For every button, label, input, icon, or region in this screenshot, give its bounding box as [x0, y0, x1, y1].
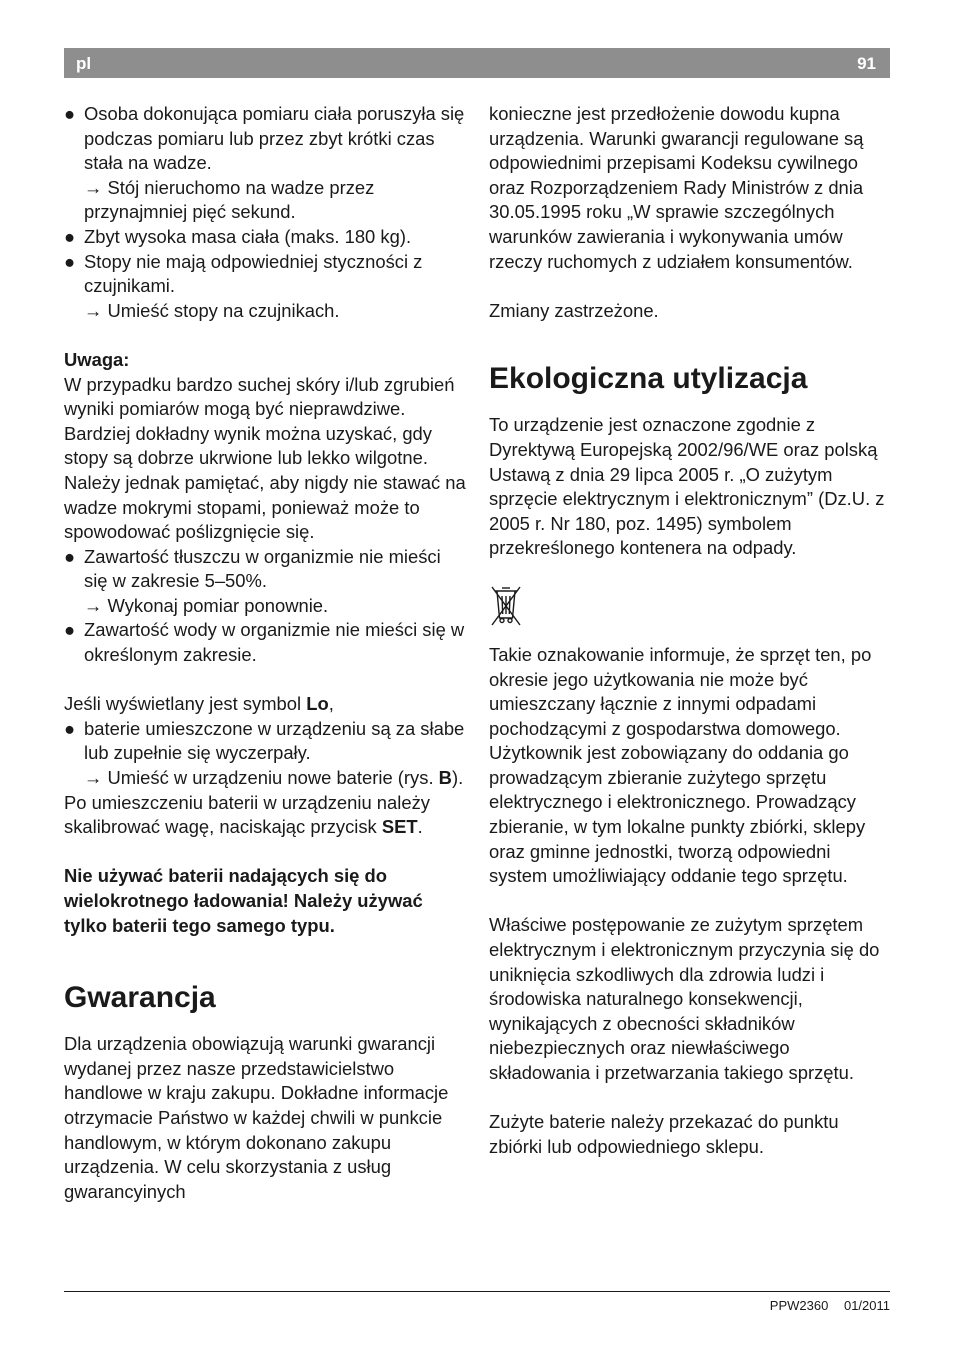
- eco-heading: Ekologiczna utylizacja: [489, 362, 808, 396]
- bullet-text: Stopy nie mają odpowiedniej styczności z czujnikami.: [84, 250, 423, 297]
- calibration-paragraph: Po umieszczeniu baterii w urządzeniu należy skalibrować wagę, naciskając przycisk SET.: [64, 791, 430, 838]
- bullet-text: Osoba dokonująca pomiaru ciała poruszyła się podczas pomiaru lub przez zbyt krótki czas stała na wadze.: [84, 103, 465, 174]
- bullet-text: baterie umieszczone w urządzeniu są za słabe lub zupełnie się wyczerpały.: [84, 717, 465, 764]
- page-number: 91: [857, 54, 876, 73]
- lo-symbol-paragraph: Jeśli wyświetlany jest symbol Lo,: [64, 693, 334, 715]
- bullet-text: Zbyt wysoka masa ciała (maks. 180 kg).: [84, 225, 412, 247]
- language-code: pl: [76, 54, 92, 73]
- eco-paragraph: Zużyte baterie należy przekazać do punktu zbiórki lub odpowiedniego sklepu.: [489, 1111, 839, 1157]
- list-item: [64, 545, 468, 594]
- bullet-text: Zawartość wody w organizmie nie mieści się w określonym zakresie.: [84, 619, 465, 666]
- bullet-icon: ●: [64, 619, 76, 641]
- right-column: [489, 102, 893, 1159]
- list-item: [64, 225, 468, 250]
- bullet-icon: ●: [64, 225, 76, 247]
- instruction-text: → Umieść w urządzeniu nowe baterie (rys. B).: [84, 767, 464, 789]
- edition-date: 01/2011: [843, 1298, 890, 1313]
- list-item: [64, 102, 468, 176]
- list-item: [64, 618, 468, 667]
- figure-ref: B: [438, 767, 452, 789]
- set-button-ref: SET: [381, 816, 418, 838]
- instruction-text: → Wykonaj pomiar ponownie.: [84, 594, 329, 616]
- eco-paragraph: Takie oznakowanie informuje, że sprzęt ten, po okresie jego użytkowania nie może być umieszczany łącznie z innymi odpadami pochodzącymi z gospodarstwa domowego. Użytkownik jest zobowiązany do oddania go prowadzącym zbieranie zużytego sprzętu elektrycznego i elektronicznego. Prowadzący zbieranie, w tym lokalne punkty zbiórki, sklepy oraz gminne jednostki, tworzą odpowiedni system umożliwiający oddanie tego sprzętu.: [489, 643, 872, 887]
- note-text: W przypadku bardzo suchej skóry i/lub zgrubień wyniki pomiarów mogą być nieprawdziwe. Bardziej dokładny wynik można uzyskać, gdy stopy są dobrze ukrwione lub lekko wilgotne. Należy jednak pamiętać, aby nigdy nie stawać na wadze mokrymi stopami, ponieważ może to spowodować poślizgnięcie się.: [64, 373, 466, 543]
- bullet-icon: ●: [64, 545, 76, 567]
- eco-paragraph: Właściwe postępowanie ze zużytym sprzętem elektrycznym i elektronicznym przyczynia się do uniknięcia szkodliwych dla zdrowia ludzi i środowiska naturalnego konsekwencji, wynikających z obecności składników niebezpiecznych oraz niewłaściwego składowania i przetwarzania takiego sprzętu.: [489, 914, 880, 1083]
- list-item: [64, 250, 468, 299]
- list-item: [64, 717, 468, 766]
- instruction-text: → Umieść stopy na czujnikach.: [84, 299, 340, 321]
- page-footer: [770, 1298, 890, 1313]
- left-column: [64, 102, 468, 1204]
- bullet-icon: ●: [64, 250, 76, 272]
- bullet-text: Zawartość tłuszczu w organizmie nie mieści się w zakresie 5–50%.: [84, 545, 441, 592]
- model-number: PPW2360: [769, 1298, 829, 1313]
- warranty-continuation: konieczne jest przedłożenie dowodu kupna urządzenia. Warunki gwarancji regulowane są odpowiednimi przepisami Kodeksu cywilnego oraz Rozporządzeniem Rady Ministrów z dnia 30.05.1995 roku „W sprawie szczególnych warunków zawierania i wykonywania umów rzeczy ruchomych z udziałem konsumentów.: [489, 103, 864, 272]
- bullet-icon: ●: [64, 103, 76, 124]
- footer-divider: [64, 1291, 890, 1292]
- eco-paragraph: To urządzenie jest oznaczone zgodnie z Dyrektywą Europejską 2002/96/WE oraz polską Ustawą z dnia 29 lipca 2005 r. „O zużytym sprzęcie elektrycznym i elektronicznym” (Dz.U. z 2005 r. Nr 180, poz. 1495) symbolem przekreślonego kontenera na odpady.: [489, 414, 885, 559]
- warranty-text: Dla urządzenia obowiązują warunki gwarancji wydanej przez nasze przedstawicielstwo handlowe w kraju zakupu. Dokładne informacje otrzymacie Państwo w każdej chwili w punkcie handlowym, w którym dokonano zakupu urządzenia. W celu skorzystania z usług gwarancyinych: [64, 1033, 449, 1202]
- page-header: [64, 48, 890, 78]
- battery-warning: Nie używać baterii nadających się do wielokrotnego ładowania! Należy używać tylko baterii tego samego typu.: [64, 865, 423, 936]
- warranty-heading: Gwarancja: [64, 981, 216, 1015]
- instruction-text: → Stój nieruchomo na wadze przez przynajmniej pięć sekund.: [84, 176, 375, 223]
- crossed-bin-icon: [489, 585, 893, 627]
- lo-symbol: Lo: [306, 693, 329, 715]
- bullet-icon: ●: [64, 717, 76, 739]
- note-label: Uwaga:: [64, 348, 130, 370]
- changes-reserved: Zmiany zastrzeżone.: [489, 299, 659, 321]
